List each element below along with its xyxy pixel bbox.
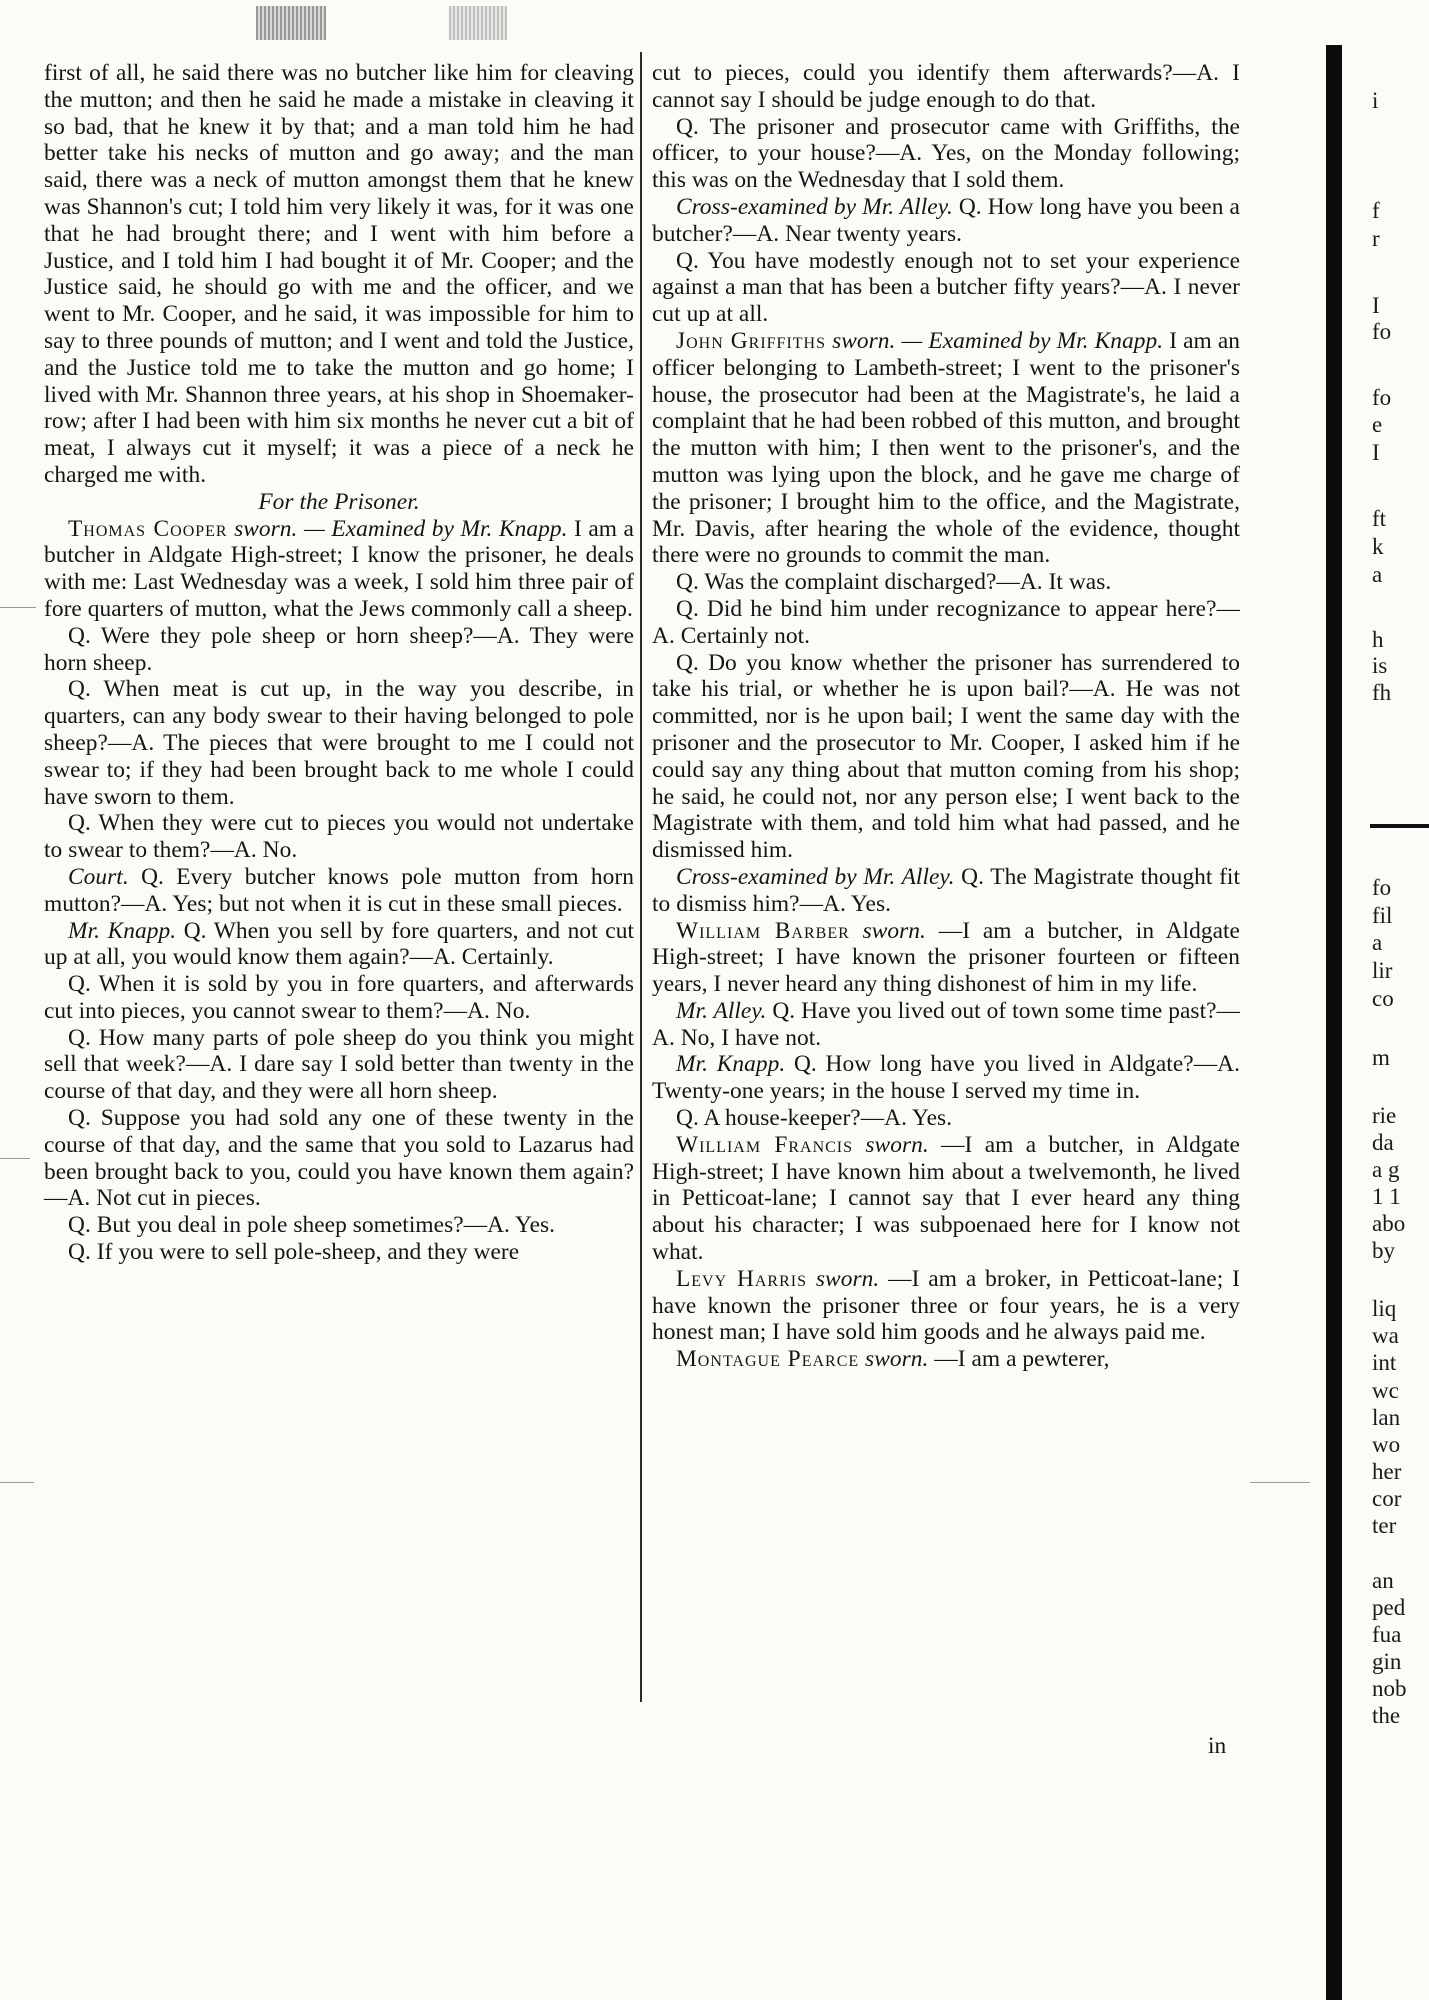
- witness-name: William Francis: [676, 1131, 854, 1158]
- examination-note: sworn.: [815, 1265, 880, 1292]
- paragraph: [44, 1212, 634, 1239]
- examination-note: sworn.: [865, 1346, 929, 1373]
- margin-fragment: lan: [1372, 1405, 1401, 1430]
- margin-fragment: fua: [1372, 1622, 1402, 1647]
- paragraph: [652, 1266, 1240, 1346]
- paragraph: [44, 971, 634, 1025]
- paragraph: [44, 516, 634, 623]
- paragraph-text: Q. But you deal in pole sheep sometimes?—A. Yes.: [68, 1212, 556, 1239]
- paragraph-text: I am a butcher in Aldgate High-street; I know the prisoner, he deals with me: Last Wednesday was a week, I sold him three pair of fore quarters of mutton, what the Jews commonly call a sheep.: [44, 515, 634, 622]
- examination-note: Cross-examined by Mr. Alley.: [676, 863, 955, 890]
- margin-mark: [0, 607, 36, 608]
- paragraph-text: Q. Have you lived out of town some time past?—A. No, I have not.: [652, 997, 1241, 1051]
- margin-fragment: fo: [1372, 385, 1392, 410]
- margin-fragment: liq: [1372, 1296, 1397, 1321]
- paragraph: [652, 998, 1240, 1052]
- paragraph-text: Q. How long have you lived in Aldgate?—A. Twenty-one years; in the house I served my time in.: [652, 1051, 1241, 1105]
- paragraph-text: Q. Every butcher knows pole mutton from horn mutton?—A. Yes; but not when it is cut in these small pieces.: [44, 863, 634, 917]
- margin-fragment: I: [1372, 440, 1380, 465]
- paragraph: [652, 248, 1240, 328]
- paragraph-text: cut to pieces, could you identify them afterwards?—A. I cannot say I should be judge enough to do that.: [652, 60, 1240, 113]
- paragraph: [44, 1105, 634, 1212]
- margin-fragment: a g: [1372, 1157, 1400, 1182]
- witness-name: John Griffiths: [676, 327, 827, 354]
- paragraph-text: I am an officer belonging to Lambeth-street; I went to the prisoner's house, the prosecutor had been at the Magistrate's, he laid a complaint that he had been robbed of this mutton, and brought the mutton with him; I then went to the prisoner's, and the mutton was lying upon the block, and he gave me charge of the prisoner; I brought him to the office, and the Magistrate, Mr. Davis, after hearing the whole of the evidence, thought there were no grounds to commit the man.: [652, 327, 1241, 569]
- next-page-rule: [1370, 824, 1429, 828]
- paragraph-text: —I am a broker, in Petticoat-lane; I have known the prisoner three or four years, he is a very honest man; I have sold him goods and he always paid me.: [652, 1265, 1240, 1346]
- margin-fragment: fo: [1372, 875, 1392, 900]
- margin-fragment: nob: [1372, 1676, 1407, 1701]
- paragraph: [652, 1105, 1240, 1132]
- margin-fragment: cor: [1372, 1486, 1402, 1511]
- examination-note: sworn. — Examined by Mr. Knapp.: [234, 515, 568, 542]
- paragraph-text: Q. A house-keeper?—A. Yes.: [676, 1105, 953, 1132]
- margin-fragment: fo: [1372, 319, 1392, 344]
- witness-name: Montague Pearce: [676, 1346, 860, 1373]
- left-column: [44, 60, 634, 1266]
- margin-mark: [0, 1158, 30, 1159]
- paragraph-text: first of all, he said there was no butcher like him for cleaving the mutton; and then he said he made a mistake in cleaving it so bad, that he knew it by that; and a man told him he had better take his necks of mutton and go away; and the man said, there was a neck of mutton amongst them that he knew was Shannon's cut; I told him very likely it was, for it was one that he had brought there; and I went with him before a Justice, and I told him I had bought it of Mr. Cooper; and the Justice said, he should go with me and the officer, and we went to Mr. Cooper, and he said, it was impossible for him to say to three pounds of mutton; and I went and told the Justice, and the Justice told me to take the mutton and go home; I lived with Mr. Shannon three years, at his shop in Shoemaker-row; after I had been with him six months he never cut a bit of meat, I always cut it myself; it was a piece of a neck he charged me with.: [44, 60, 634, 488]
- paragraph-text: Q. Did he bind him under recognizance to appear here?—A. Certainly not.: [652, 595, 1240, 649]
- paragraph-text: Q. When they were cut to pieces you would not undertake to swear to them?—A. No.: [44, 810, 634, 864]
- paragraph-text: Q. When meat is cut up, in the way you describe, in quarters, can any body swear to their having belonged to pole sheep?—A. The pieces that were brought to me I could not swear to; if they had been brought back to me whole I could have sworn to them.: [44, 676, 634, 810]
- margin-fragment: k: [1372, 534, 1384, 559]
- margin-fragment: m: [1372, 1045, 1390, 1070]
- margin-fragment: abo: [1372, 1211, 1406, 1236]
- paragraph: [44, 864, 634, 918]
- margin-fragment: fh: [1372, 680, 1392, 705]
- paragraph-text: Q. When it is sold by you in fore quarters, and afterwards cut into pieces, you cannot swear to them?—A. No.: [44, 971, 634, 1024]
- examination-note: sworn.: [865, 1131, 929, 1158]
- witness-name: William Barber: [676, 917, 850, 944]
- examination-note: Cross-examined by Mr. Alley.: [676, 193, 953, 220]
- catchword: in: [1208, 1733, 1227, 1759]
- paragraph: [652, 114, 1240, 194]
- paragraph: [44, 918, 634, 972]
- margin-fragment: ter: [1372, 1513, 1397, 1538]
- margin-fragment: is: [1372, 653, 1388, 678]
- right-column: [652, 60, 1240, 1373]
- margin-fragment: wa: [1372, 1323, 1399, 1348]
- examination-note: Mr. Knapp.: [68, 917, 177, 944]
- paragraph-text: Q. When you sell by fore quarters, and not cut up at all, you would know them again?—A. Certainly.: [44, 917, 634, 971]
- paragraph: [652, 194, 1240, 248]
- paragraph-text: Q. Suppose you had sold any one of these twenty in the course of that day, and the same that you sold to Lazarus had been brought back to you, could you have known them again?—A. Not cut in pieces.: [44, 1105, 634, 1212]
- margin-fragment: her: [1372, 1459, 1402, 1484]
- examination-note: Mr. Knapp.: [676, 1051, 786, 1078]
- margin-fragment: co: [1372, 986, 1394, 1011]
- paragraph-text: Q. The Magistrate thought fit to dismiss him?—A. Yes.: [652, 863, 1241, 917]
- paragraph-text: Q. How long have you been a butcher?—A. Near twenty years.: [652, 193, 1240, 247]
- margin-fragment: lir: [1372, 958, 1393, 983]
- witness-name: Thomas Cooper: [68, 515, 228, 542]
- margin-fragment: ft: [1372, 506, 1387, 531]
- paragraph-text: Q. The prisoner and prosecutor came with Griffiths, the officer, to your house?—A. Yes, on the Monday following; this was on the Wednesday that I sold them.: [652, 113, 1240, 194]
- paragraph: [44, 60, 634, 489]
- examination-note: Mr. Alley.: [676, 997, 767, 1024]
- paragraph: [652, 60, 1240, 114]
- paragraph-text: Q. Was the complaint discharged?—A. It was.: [676, 569, 1112, 596]
- paragraph-text: —I am a pewterer,: [934, 1346, 1110, 1373]
- paragraph: [652, 864, 1240, 918]
- paragraph-text: Q. Were they pole sheep or horn sheep?—A. They were horn sheep.: [44, 622, 634, 676]
- margin-fragment: e: [1372, 412, 1383, 437]
- print-smudge: [256, 6, 326, 40]
- margin-fragment: rie: [1372, 1103, 1397, 1128]
- margin-fragment: the: [1372, 1703, 1401, 1728]
- paragraph: [652, 918, 1240, 998]
- margin-fragment: f: [1372, 198, 1380, 223]
- heading-text: For the Prisoner.: [258, 488, 420, 515]
- column-divider: [640, 52, 642, 1702]
- paragraph: [44, 1025, 634, 1105]
- paragraph: [652, 569, 1240, 596]
- paragraph: [652, 328, 1240, 569]
- margin-fragment: a: [1372, 930, 1383, 955]
- paragraph-text: Q. If you were to sell pole-sheep, and they were: [68, 1239, 520, 1266]
- paragraph: [652, 1132, 1240, 1266]
- print-smudge: [449, 6, 507, 40]
- paragraph-text: —I am a butcher, in Aldgate High-street; I have known the prisoner fourteen or fifteen years, I never heard any thing dishonest of him in my life.: [652, 917, 1240, 998]
- margin-fragment: r: [1372, 226, 1380, 251]
- margin-fragment: an: [1372, 1568, 1394, 1593]
- margin-fragment: wo: [1372, 1432, 1401, 1457]
- margin-fragment: int: [1372, 1350, 1397, 1375]
- paragraph: [44, 623, 634, 677]
- binding-shadow: [1326, 45, 1342, 2000]
- margin-fragment: 1 1: [1372, 1184, 1401, 1209]
- paragraph-text: Q. How many parts of pole sheep do you think you might sell that week?—A. I dare say I sold better than twenty in the course of that day, and they were all horn sheep.: [44, 1024, 634, 1105]
- paragraph: [652, 1051, 1240, 1105]
- margin-mark: [0, 1482, 34, 1483]
- paragraph: [44, 1239, 634, 1266]
- margin-fragment: ped: [1372, 1595, 1406, 1620]
- margin-mark: [1250, 1482, 1310, 1483]
- margin-fragment: by: [1372, 1238, 1395, 1263]
- examination-note: Court.: [68, 863, 129, 890]
- margin-fragment: da: [1372, 1130, 1394, 1155]
- margin-fragment: h: [1372, 627, 1384, 652]
- margin-fragment: i: [1372, 88, 1379, 113]
- paragraph: [44, 676, 634, 810]
- paragraph: [652, 1346, 1240, 1373]
- margin-fragment: gin: [1372, 1649, 1402, 1674]
- paragraph-text: —I am a butcher, in Aldgate High-street; I have known him about a twelvemonth, he lived in Petticoat-lane; I cannot say that I ever heard any thing about his character; I was subpoenaed here for I know not what.: [652, 1131, 1240, 1266]
- examination-note: sworn.: [862, 917, 926, 944]
- margin-fragment: I: [1372, 293, 1380, 318]
- margin-fragment: fil: [1372, 903, 1393, 928]
- paragraph: [652, 650, 1240, 864]
- paragraph-text: Q. Do you know whether the prisoner has surrendered to take his trial, or whether he is upon bail?—A. He was not committed, nor is he upon bail; I went the same day with the prisoner and the prosecutor to Mr. Cooper, I asked him if he could say any thing about that mutton coming from his shop; he said, he could not, nor any person else; I went back to the Magistrate with them, and told him what had passed, and he dismissed him.: [652, 649, 1240, 864]
- section-heading: [44, 489, 634, 516]
- examination-note: sworn. — Examined by Mr. Knapp.: [832, 327, 1164, 354]
- margin-fragment: a: [1372, 562, 1383, 587]
- witness-name: Levy Harris: [676, 1265, 808, 1292]
- margin-fragment: wc: [1372, 1378, 1399, 1403]
- paragraph-text: Q. You have modestly enough not to set your experience against a man that has been a butcher fifty years?—A. I never cut up at all.: [652, 247, 1240, 328]
- paragraph: [652, 596, 1240, 650]
- paragraph: [44, 810, 634, 864]
